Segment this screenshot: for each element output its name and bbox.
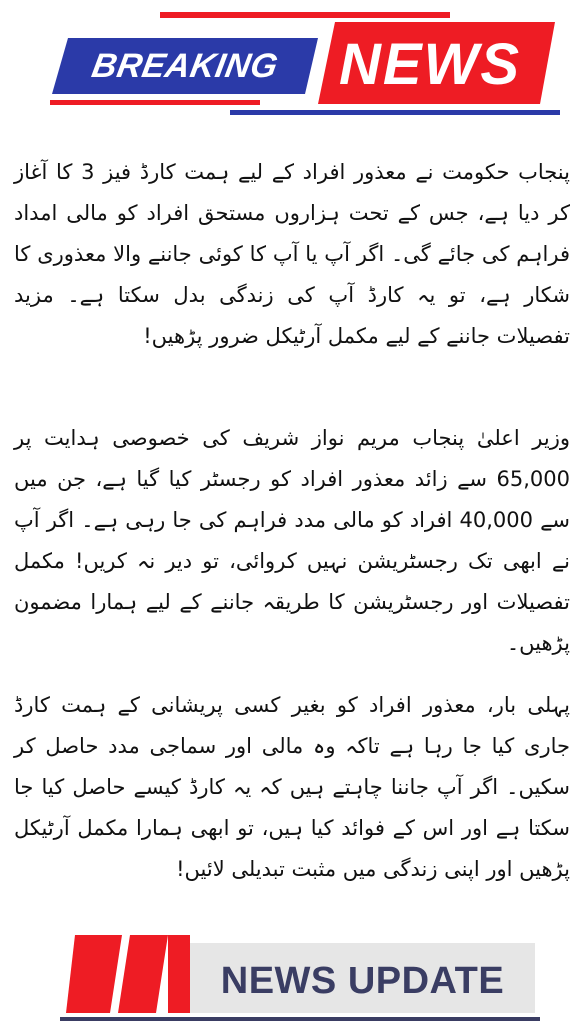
banner-bottom-stripe-red bbox=[50, 100, 260, 105]
footer-bottom-line bbox=[60, 1017, 540, 1021]
news-update-footer bbox=[0, 925, 585, 1024]
article-paragraph-1: پنجاب حکومت نے معذور افراد کے لیے ہمت کارڈ فیز 3 کا آغاز کر دیا ہے، جس کے تحت ہزاروں مستحق افراد کو مالی امداد فراہم کی جائے گی۔ اگر آپ یا آپ کا کوئی جاننے والا معذوری کا شکار ہے، تو یہ کارڈ آپ کی زندگی بدل سکتا ہے۔ مزید تفصیلات جاننے کے لیے مکمل آرٹیکل ضرور پڑھیں! bbox=[14, 160, 570, 348]
footer-red-stripe-1 bbox=[66, 935, 122, 1013]
article-paragraph-2: وزیر اعلیٰ پنجاب مریم نواز شریف کی خصوصی ہدایت پر 65,000 سے زائد معذور افراد کو رجسٹر کیا گیا ہے، جن میں سے 40,000 افراد کو مالی مدد فراہم کی جا رہی ہے۔ اگر آپ نے ابھی تک رجسٹریشن نہیں کروائی، تو دیر نہ کریں! مکمل تفصیلات اور رجسٹریشن کا طریقہ جاننے کے لیے ہمارا مضمون پڑھیں۔ bbox=[14, 426, 570, 655]
footer-red-accent bbox=[168, 935, 190, 1013]
breaking-news-banner bbox=[0, 0, 585, 120]
footer-red-stripe-2 bbox=[118, 935, 168, 1013]
news-update-label: NEWS UPDATE bbox=[220, 959, 505, 1002]
article-paragraph-3: پہلی بار، معذور افراد کو بغیر کسی پریشانی کے ہمت کارڈ جاری کیا جا رہا ہے تاکہ وہ مالی اور سماجی مدد حاصل کر سکیں۔ اگر آپ جاننا چاہتے ہیں کہ یہ کارڈ کیسے حاصل کیا جا سکتا ہے اور اس کے فوائد کیا ہیں، تو ابھی ہمارا مکمل آرٹیکل پڑھیں اور اپنی زندگی میں مثبت تبدیلی لائیں! bbox=[14, 693, 570, 881]
news-label: NEWS bbox=[339, 31, 521, 97]
breaking-label: BREAKING bbox=[89, 46, 282, 85]
banner-top-stripe bbox=[160, 12, 450, 18]
banner-bottom-stripe-blue bbox=[230, 110, 560, 115]
